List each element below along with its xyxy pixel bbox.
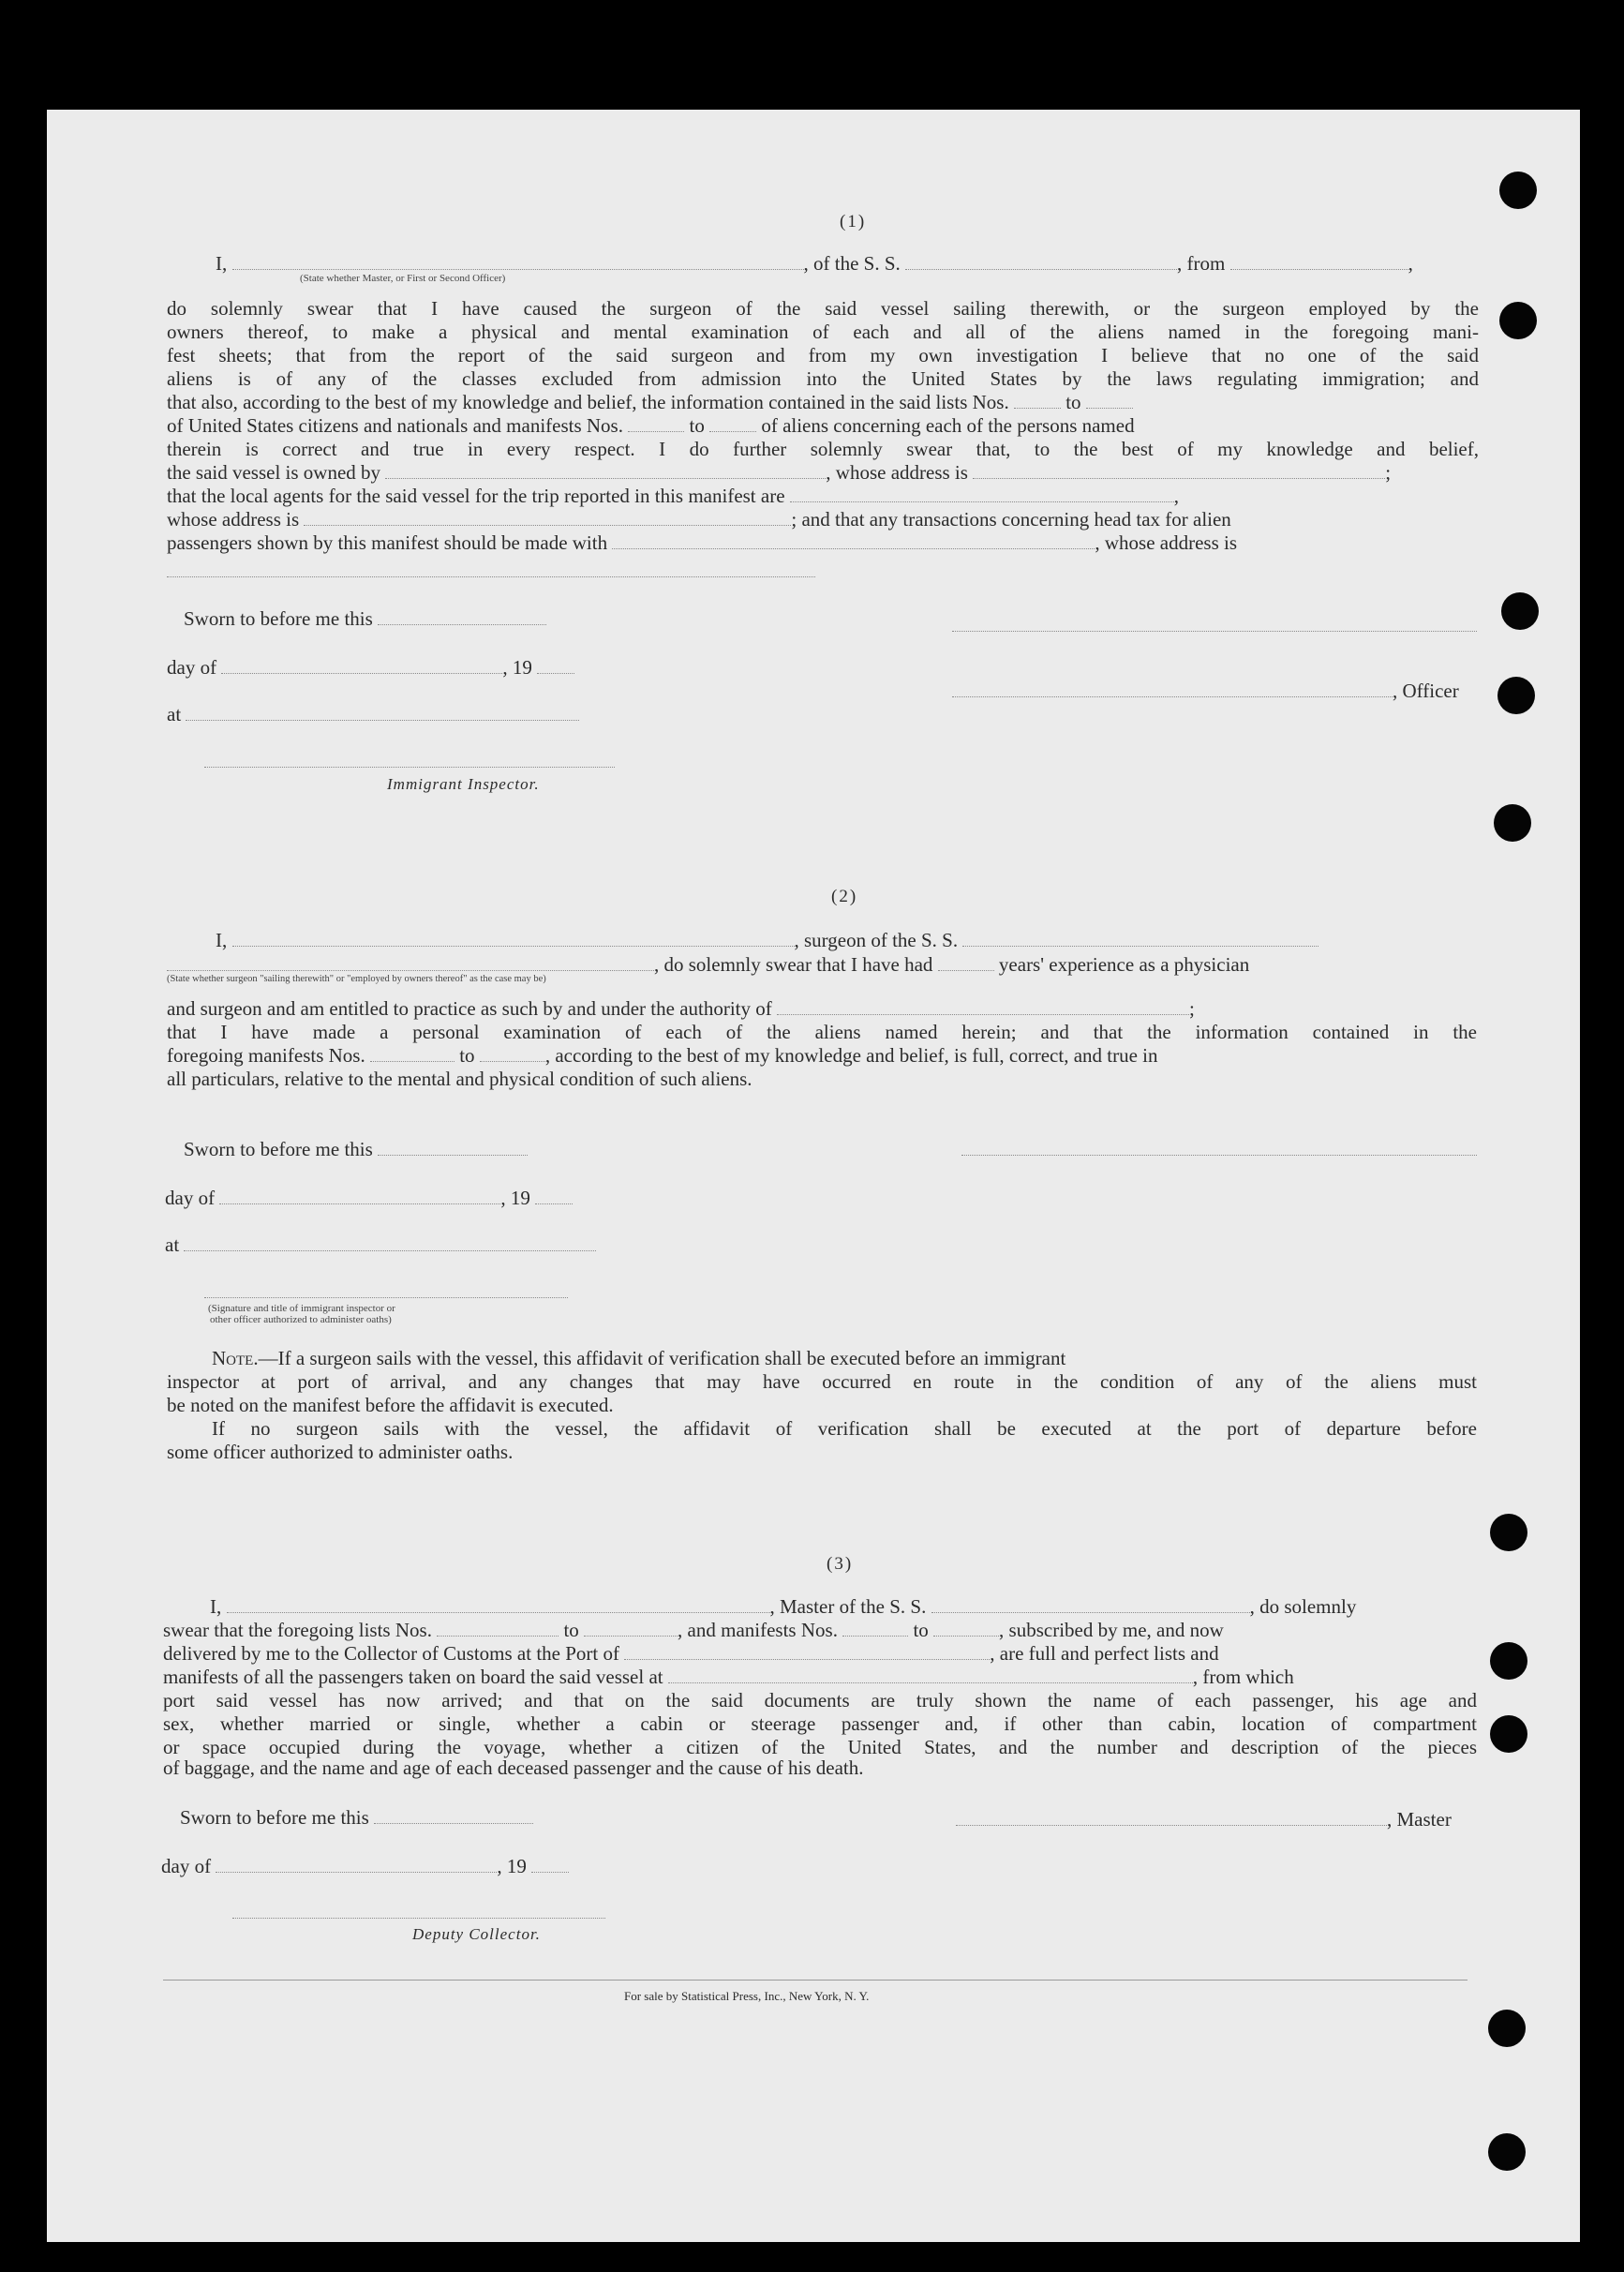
s1-text: , <box>1408 252 1413 275</box>
s1-text: passengers shown by this manifest should be made with <box>167 531 608 554</box>
s2-manifests-from-field[interactable] <box>370 1044 454 1062</box>
punch-hole <box>1488 2133 1526 2171</box>
section-2-number: (2) <box>831 887 858 906</box>
s1-line-10 <box>167 485 1179 508</box>
s3-line-8: of baggage, and the name and age of each deceased passenger and the cause of his death. <box>163 1756 864 1779</box>
s1-body-line: fest sheets; that from the report of the said surgeon and from my own investigation I believe that no one of the said <box>167 344 1479 366</box>
head-tax-contact-field[interactable] <box>612 531 1095 549</box>
lists-from-field[interactable] <box>1014 391 1061 409</box>
s3-embark-port-field[interactable] <box>668 1666 1193 1683</box>
manifests-from-field[interactable] <box>628 414 684 432</box>
punch-hole <box>1490 1715 1527 1753</box>
s2-surgeon-note: (State whether surgeon "sailing therewith" or "employed by owners thereof" as the case may be) <box>167 974 546 984</box>
owner-address-field[interactable] <box>973 461 1385 479</box>
note-label: Note. <box>212 1347 259 1369</box>
s2-text: —If a surgeon sails with the vessel, this affidavit of verification shall be executed before an immigrant <box>258 1347 1066 1369</box>
s2-at-field[interactable] <box>184 1233 596 1251</box>
s2-text: to <box>459 1044 475 1067</box>
s3-text: swear that the foregoing lists Nos. <box>163 1619 432 1641</box>
s2-inspector-signature-line[interactable] <box>204 1297 568 1298</box>
s1-text: day of <box>167 656 217 679</box>
s1-text: , of the S. S. <box>803 252 901 275</box>
s3-line-2 <box>163 1619 1224 1642</box>
s3-month-field[interactable] <box>216 1855 497 1873</box>
s2-text: ; <box>1189 997 1195 1020</box>
s1-dayof <box>167 656 574 680</box>
s3-lists-to-field[interactable] <box>584 1619 678 1637</box>
s2-line-6: all particulars, relative to the mental and physical condition of such aliens. <box>167 1068 752 1090</box>
s2-years-field[interactable] <box>938 953 994 971</box>
s2-text: and surgeon and am entitled to practice as such by and under the authority of <box>167 997 772 1020</box>
s3-body-line: or space occupied during the voyage, whether a citizen of the United States, and the number and description of the pieces <box>163 1736 1477 1758</box>
s2-note-line-2: inspector at port of arrival, and any changes that may have occurred en route in the condition of any of the aliens must <box>167 1370 1477 1393</box>
s2-line-3 <box>167 997 1195 1021</box>
s2-signature-note: other officer authorized to administer oaths) <box>210 1314 392 1325</box>
s3-sworn <box>180 1806 533 1830</box>
s3-body-line: sex, whether married or single, whether a cabin or steerage passenger and, if other than cabin, location of compartment <box>163 1712 1477 1735</box>
s2-text: I, <box>216 929 228 951</box>
s3-text: I, <box>210 1595 222 1618</box>
s1-text: ; <box>1385 461 1392 484</box>
s1-officer-note: (State whether Master, or First or Second Officer) <box>300 273 506 284</box>
s3-line-3 <box>163 1642 1219 1666</box>
s2-vessel-field[interactable] <box>962 929 1319 947</box>
s2-note-line-1 <box>212 1347 1477 1370</box>
owner-field[interactable] <box>385 461 826 479</box>
section-1-number: (1) <box>840 212 867 232</box>
from-port-field[interactable] <box>1230 252 1408 270</box>
s1-body-line: aliens is of any of the classes excluded from admission into the United States by the laws regulating immigration; and <box>167 367 1479 390</box>
s3-body-line: port said vessel has now arrived; and that on the said documents are truly shown the name of each passenger, his age and <box>163 1689 1477 1711</box>
s3-text: to <box>563 1619 579 1641</box>
s3-line-4 <box>163 1666 1294 1689</box>
manifests-to-field[interactable] <box>709 414 756 432</box>
s2-sworn-day-field[interactable] <box>378 1138 528 1156</box>
s1-text: , whose address is <box>1095 531 1238 554</box>
s1-text: , from <box>1177 252 1226 275</box>
s1-text: at <box>167 703 182 725</box>
s3-text: , are full and perfect lists and <box>990 1642 1219 1665</box>
s3-text: , do solemnly <box>1249 1595 1357 1618</box>
s2-month-field[interactable] <box>219 1187 500 1204</box>
s1-line-12 <box>167 531 1237 555</box>
s1-at-field[interactable] <box>186 703 579 721</box>
s2-text: , surgeon of the S. S. <box>794 929 959 951</box>
s2-manifests-to-field[interactable] <box>480 1044 545 1062</box>
s1-officer <box>952 680 1459 703</box>
s1-line-9 <box>167 461 1391 485</box>
s1-sworn-day-field[interactable] <box>378 607 546 625</box>
s2-note-line-3: be noted on the manifest before the affidavit is executed. <box>167 1394 614 1416</box>
s3-lists-from-field[interactable] <box>437 1619 559 1637</box>
s1-text: , Officer <box>1393 680 1459 702</box>
s2-text: , according to the best of my knowledge and belief, is full, correct, and true in <box>544 1044 1158 1067</box>
s1-officer-name-field[interactable] <box>952 680 1393 697</box>
s1-line-7 <box>167 414 1135 438</box>
s2-line-5 <box>167 1044 1158 1068</box>
s3-text: Sworn to before me this <box>180 1806 369 1829</box>
s3-text: , Master <box>1387 1808 1452 1831</box>
s1-inspector-label: Immigrant Inspector. <box>387 775 540 793</box>
s3-text: , Master of the S. S. <box>769 1595 927 1618</box>
s1-text: that the local agents for the said vessel for the trip reported in this manifest are <box>167 485 785 507</box>
s2-text: , 19 <box>500 1187 530 1209</box>
s2-authority-field[interactable] <box>777 997 1189 1015</box>
s2-note-line-4: If no surgeon sails with the vessel, the affidavit of verification shall be executed at the port of departure before <box>212 1417 1477 1440</box>
punch-hole <box>1490 1642 1527 1680</box>
s3-text: delivered by me to the Collector of Customs at the Port of <box>163 1642 619 1665</box>
s1-text: I, <box>216 252 228 275</box>
s3-deputy-signature-line[interactable] <box>232 1918 605 1919</box>
s3-text: manifests of all the passengers taken on board the said vessel at <box>163 1666 663 1688</box>
s3-text: , 19 <box>497 1855 527 1877</box>
s2-year-field[interactable] <box>535 1187 573 1204</box>
s3-text: , from which <box>1192 1666 1294 1688</box>
s2-dayof <box>165 1187 573 1210</box>
s2-signature-note: (Signature and title of immigrant inspector or <box>208 1303 395 1314</box>
s2-text: years' experience as a physician <box>998 953 1250 976</box>
punch-hole <box>1501 592 1539 630</box>
s2-surgeon-signature-line[interactable] <box>961 1155 1477 1156</box>
s1-sworn <box>184 607 546 631</box>
s1-month-field[interactable] <box>221 656 502 674</box>
s3-master-signature-field[interactable] <box>956 1808 1387 1826</box>
s1-officer-signature-line[interactable] <box>952 631 1477 632</box>
s2-at <box>165 1233 596 1257</box>
s1-at <box>167 703 579 726</box>
footer-rule <box>163 1980 1468 1981</box>
s3-master <box>956 1808 1452 1831</box>
s2-note-line-5: some officer authorized to administer oaths. <box>167 1441 514 1463</box>
s3-vessel-field[interactable] <box>931 1595 1250 1613</box>
s1-text: of United States citizens and nationals and manifests Nos. <box>167 414 623 437</box>
s2-text: Sworn to before me this <box>184 1138 373 1160</box>
s1-year-field[interactable] <box>537 656 574 674</box>
punch-hole <box>1497 677 1535 714</box>
s2-name-field[interactable] <box>232 929 795 947</box>
s1-text: , <box>1173 485 1180 507</box>
s1-text: Sworn to before me this <box>184 607 373 630</box>
s1-body-line: do solemnly swear that I have caused the surgeon of the said vessel sailing therewith, or the surgeon employed by the <box>167 297 1479 320</box>
punch-hole <box>1488 2010 1526 2047</box>
s3-port-field[interactable] <box>624 1642 990 1660</box>
s3-sworn-day-field[interactable] <box>374 1806 533 1824</box>
s1-text: to <box>689 414 705 437</box>
s1-line-11 <box>167 508 1231 531</box>
s3-dayof <box>161 1855 569 1878</box>
s3-text: , subscribed by me, and now <box>999 1619 1224 1641</box>
s1-text: , 19 <box>502 656 532 679</box>
s1-text: , whose address is <box>826 461 968 484</box>
s2-line-1 <box>216 929 1319 952</box>
s3-manifests-from-field[interactable] <box>842 1619 908 1637</box>
agents-address-field[interactable] <box>304 508 791 526</box>
s2-surgeon-type-field[interactable] <box>167 953 654 971</box>
s1-text: whose address is <box>167 508 300 531</box>
lists-to-field[interactable] <box>1086 391 1133 409</box>
s3-text: , and manifests Nos. <box>678 1619 838 1641</box>
s2-text: , do solemnly swear that I have had <box>654 953 933 976</box>
s1-text: to <box>1065 391 1081 413</box>
s3-line-1 <box>210 1595 1356 1619</box>
s3-text: day of <box>161 1855 212 1877</box>
punch-hole <box>1499 302 1537 339</box>
s2-sworn <box>184 1138 528 1161</box>
punch-hole <box>1499 172 1537 209</box>
s1-text: that also, according to the best of my knowledge and belief, the information contained in the said lists Nos. <box>167 391 1009 413</box>
s2-text: at <box>165 1233 180 1256</box>
s1-line-6 <box>167 391 1133 414</box>
punch-hole <box>1490 1514 1527 1551</box>
s2-line-4: that I have made a personal examination of each of the aliens named herein; and that the information contained in the <box>167 1021 1477 1043</box>
officer-title-field[interactable] <box>232 252 804 270</box>
s3-name-field[interactable] <box>227 1595 770 1613</box>
s3-deputy-label: Deputy Collector. <box>412 1925 541 1943</box>
local-agents-field[interactable] <box>790 485 1174 502</box>
s2-text: foregoing manifests Nos. <box>167 1044 365 1067</box>
head-tax-address-field[interactable] <box>167 576 815 577</box>
s1-text: the said vessel is owned by <box>167 461 381 484</box>
s3-year-field[interactable] <box>531 1855 569 1873</box>
s1-line-8: therein is correct and true in every respect. I do further solemnly swear that, to the best of my knowledge and belief, <box>167 438 1479 460</box>
s1-text: ; and that any transactions concerning head tax for alien <box>791 508 1231 531</box>
punch-hole <box>1494 804 1531 842</box>
s3-manifests-to-field[interactable] <box>933 1619 999 1637</box>
s1-text: of aliens concerning each of the persons named <box>761 414 1135 437</box>
s3-text: to <box>913 1619 929 1641</box>
footer-imprint: For sale by Statistical Press, Inc., New York, N. Y. <box>624 1989 870 2003</box>
s1-inspector-signature-line[interactable] <box>204 767 615 768</box>
vessel-name-field[interactable] <box>905 252 1177 270</box>
s2-text: day of <box>165 1187 216 1209</box>
section-3-number: (3) <box>827 1554 854 1574</box>
s1-body-line: owners thereof, to make a physical and mental examination of each and all of the aliens named in the foregoing mani- <box>167 321 1479 343</box>
